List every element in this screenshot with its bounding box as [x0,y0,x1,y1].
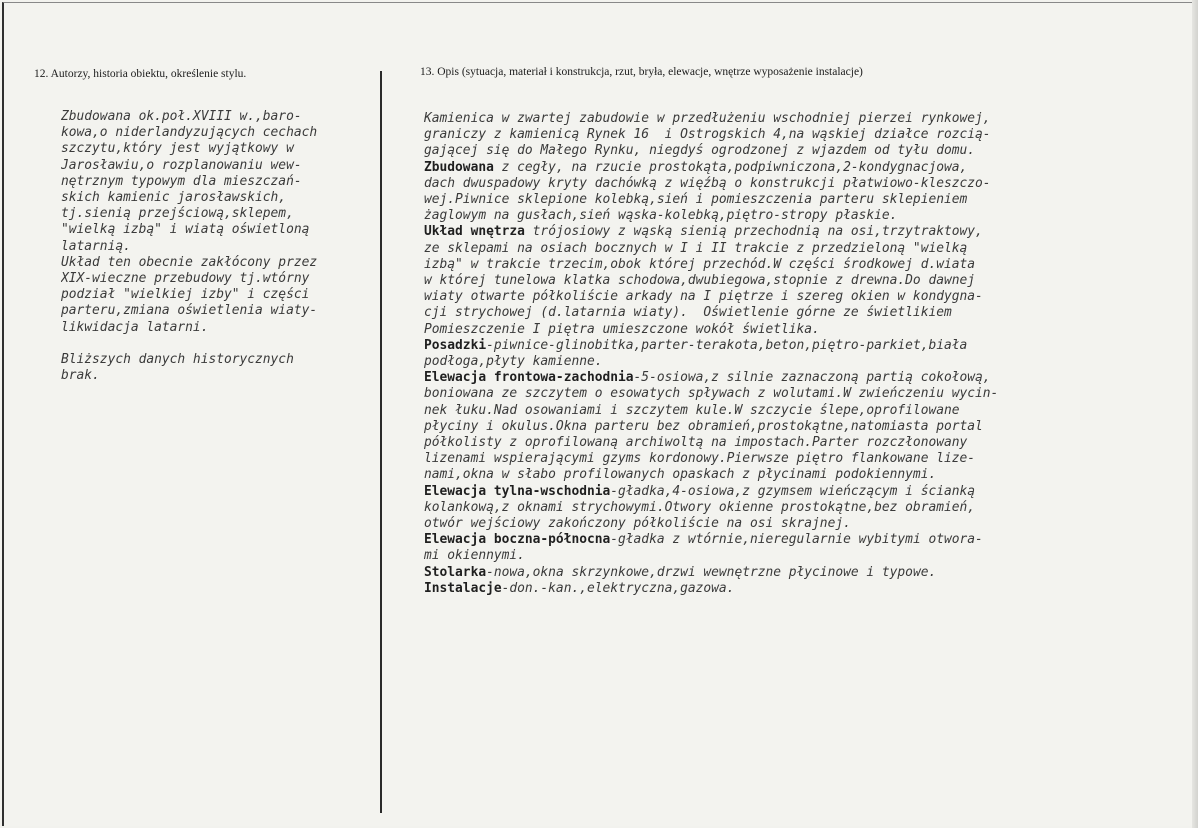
history-line: Zbudowana ok.poł.XVIII w.,baro- [61,109,302,124]
description-line [424,500,1164,516]
history-line: nętrznym typowym dla mieszczań- [61,173,302,189]
description-text-run: -gładka,4-osiowa,z gzymsem wieńczącym i ścianką [610,483,976,499]
description-text-run: cji strychowej (d.latarnia wiaty). Oświetlenie górne ze świetlikiem [424,305,952,321]
history-line: skich kamienic jarosławskich, [61,190,287,206]
description-line [424,241,1164,257]
description-line [424,467,1164,483]
description-text [424,111,1164,597]
description-text-run: Kamienica w zwartej zabudowie w przedłużeniu wschodniej pierzei rynkowej, [424,111,991,126]
description-text-run: izbą" w trakcie trzecim,obok której przechód.W części środkowej d.wiata [424,256,976,272]
section-keyword: Układ wnętrza [424,224,525,240]
description-line [424,257,1164,273]
description-text-run: ze sklepami na osiach bocznych w I i II trakcie z przedzieloną "wielką [424,240,968,256]
description-line [424,386,1164,402]
section-13-heading: 13. Opis (sytuacja, materiał i konstrukcja, rzut, bryła, elewacje, wnętrze wyposażenie instalacje) [420,66,863,78]
description-line [424,548,1164,564]
description-text-run: z cegły, na rzucie prostokąta,podpiwniczona,2-kondygnacjowa, [493,159,968,175]
description-text-run: boniowana ze szczytem o esowatych spływach z wolutami.W zwieńczeniu wycin- [424,386,999,402]
description-line [424,532,1164,548]
history-note-line: brak. [61,368,100,384]
history-line: kowa,o niderlandyzujących cechach [61,125,318,141]
description-text-run: podłoga,płyty kamienne. [424,354,603,370]
description-text-run: lizenami wspierającymi gzyms kordonowy.Pierwsze piętro flankowane lize- [424,451,976,467]
description-text-run: nek łuku.Nad osowaniami i szczytem kule.W szczycie ślepe,oprofilowane [424,402,960,418]
description-text-run: kolankową,z oknami strychowymi.Otwory okienne prostokątne,bez obramień, [424,499,976,515]
description-line [424,370,1164,386]
section-keyword: Elewacja tylna-wschodnia [424,483,611,499]
history-line: tj.sienią przejściową,sklepem, [61,206,294,222]
description-text-run: -piwnice-glinobitka,parter-terakota,beton,piętro-parkiet,biała [486,337,968,353]
section-keyword: Elewacja frontowa-zachodnia [424,370,634,386]
description-line [424,143,1164,159]
description-text-run: nami,okna w słabo profilowanych opaskach z płycinami podokiennymi. [424,467,937,483]
description-line [424,581,1164,597]
description-line [424,484,1164,500]
history-line: Układ ten obecnie zakłócony przez [61,254,318,270]
description-line [424,516,1164,532]
description-text-run: -gładka z wtórnie,nieregularnie wybitymi otwora- [610,532,983,548]
history-line: latarnią. [61,238,131,254]
description-line [424,419,1164,435]
section-keyword: Zbudowana [424,159,494,175]
description-line [424,305,1164,321]
description-line [424,289,1164,305]
description-text-run: gającej się do Małego Rynku, niegdyś ogrodzonej z wjazdem od tyłu domu. [424,143,976,159]
description-line [424,322,1164,338]
description-line [424,451,1164,467]
document-sheet [2,2,1194,826]
paragraph-gap [61,336,381,352]
description-line [424,273,1164,289]
history-note-line: Bliższych danych historycznych [61,352,294,368]
description-text-run: -don.-kan.,elektryczna,gazowa. [501,580,735,596]
description-text-run: dach dwuspadowy kryty dachówką z więźbą o konstrukcji płatwiowo-kleszczo- [424,175,991,191]
description-line [424,565,1164,581]
description-line [424,208,1164,224]
history-line: likwidacja latarni. [61,319,209,335]
description-text-run: Pomieszczenie I piętra umieszczone wokół świetlika. [424,321,820,337]
section-keyword: Elewacja boczna-północna [424,532,611,548]
description-text-run: wej.Piwnice sklepione kolebką,sień i pomieszczenia parteru sklepieniem [424,192,968,208]
description-line [424,338,1164,354]
section-12-heading: 12. Autorzy, historia obiektu, określenie stylu. [34,68,247,80]
history-line: Jarosławiu,o rozplanowaniu wew- [61,157,302,173]
description-text-run: otwór wejściowy zakończony półkoliście na osi skrajnej. [424,516,851,532]
description-line [424,111,1164,127]
section-keyword: Instalacje [424,580,502,596]
description-text-run: żaglowym na gusłach,sień wąska-kolebką,piętro-stropy płaskie. [424,208,898,224]
description-line [424,224,1164,240]
history-line: XIX-wieczne przebudowy tj.wtórny [61,271,310,287]
history-line: parteru,zmiana oświetlenia wiaty- [61,303,318,319]
section-keyword: Posadzki [424,337,487,353]
history-line: podział "wielkiej izby" i części [61,287,310,303]
description-line [424,403,1164,419]
history-line: szczytu,który jest wyjątkowy w [61,141,294,157]
history-line: "wielką izbą" i wiatą oświetloną [61,222,310,238]
description-text-run: mi okiennymi. [424,548,525,564]
description-line [424,127,1164,143]
description-text-run: płyciny i okulus.Okna parteru bez obramień,prostokątne,natomiasta portal [424,418,983,434]
description-text-run: półkolisty z oprofilowaną archiwoltą na impostach.Parter rozczłonowany [424,435,968,451]
description-line [424,176,1164,192]
description-line [424,354,1164,370]
description-text-run: trójosiowy z wąską sienią przechodnią na osi,trzytraktowy, [524,224,983,240]
description-text-run: -5-osiowa,z silnie zaznaczoną partią cokołową, [633,370,991,386]
description-line [424,192,1164,208]
history-text [61,109,381,384]
description-text-run: -nowa,okna skrzynkowe,drzwi wewnętrzne płycinowe i typowe. [486,564,937,580]
description-text-run: w której tunelowa klatka schodowa,dwubiegowa,stopnie z drewna.Do dawnej [424,273,976,289]
description-line [424,435,1164,451]
section-keyword: Stolarka [424,564,487,580]
description-text-run: graniczy z kamienicą Rynek 16 i Ostrogskich 4,na wąskiej działce rozcią- [424,127,991,143]
description-line [424,160,1164,176]
paper-edge [1192,0,1198,828]
description-text-run: wiaty otwarte półkoliście arkady na I piętrze i szereg okien w kondygna- [424,289,983,305]
